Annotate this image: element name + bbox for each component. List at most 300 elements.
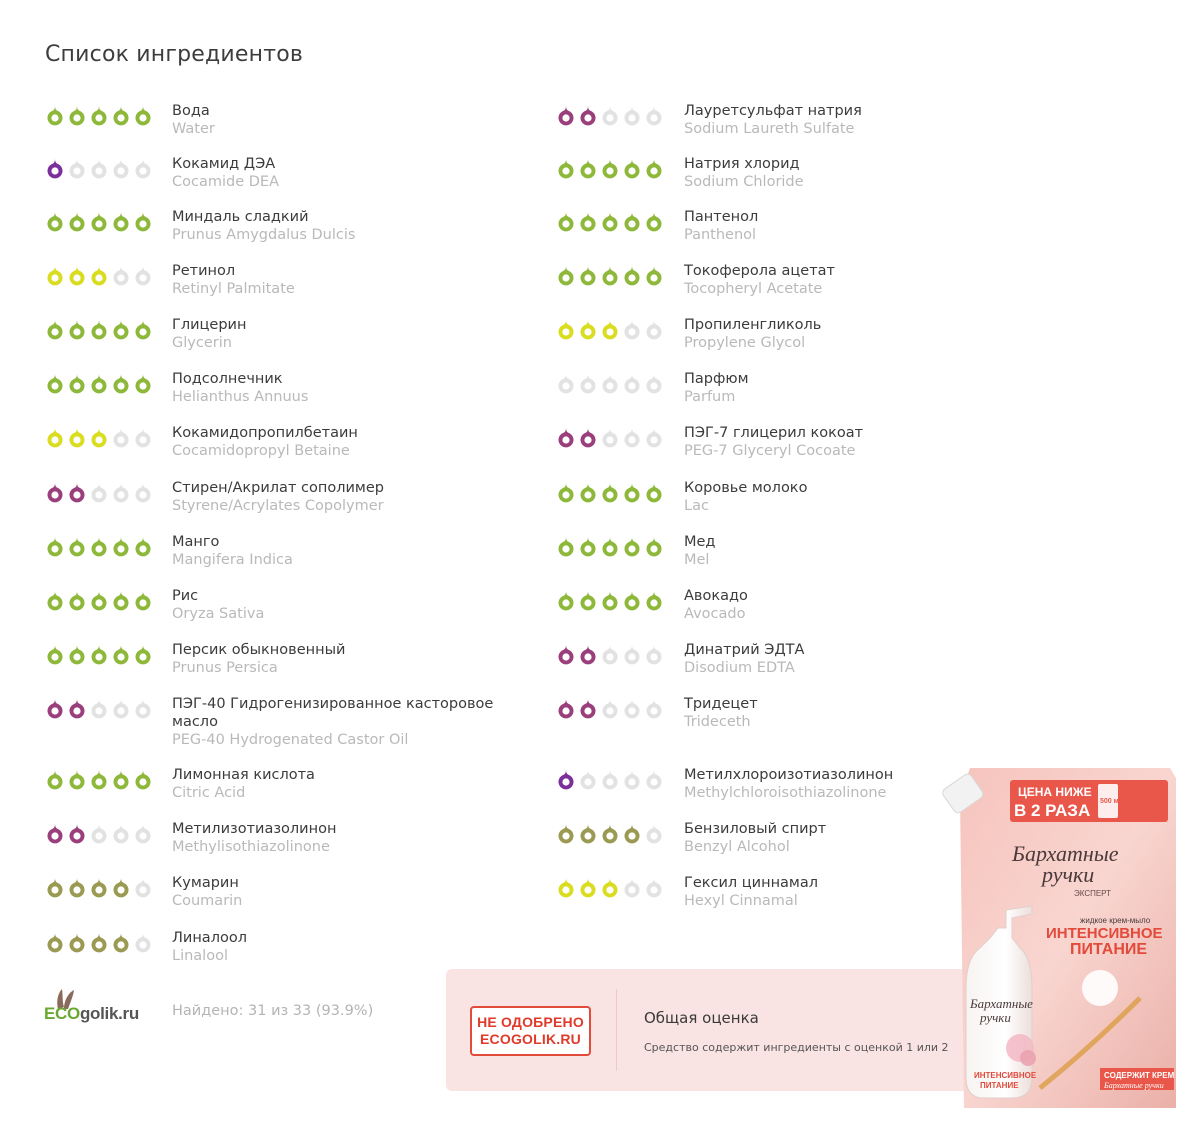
drop-icon: [89, 104, 109, 126]
drop-icon: [67, 157, 87, 179]
ingredient-name-en: Mel: [684, 552, 710, 568]
ingredient-name-en: Methylchloroisothiazolinone: [684, 785, 887, 801]
drop-icon: [578, 426, 598, 448]
drop-icon: [600, 157, 620, 179]
drop-icon: [622, 822, 642, 844]
drop-icon: [600, 318, 620, 340]
stamp-line-1: НЕ ОДОБРЕНО: [477, 1014, 584, 1030]
ingredient-rating: [556, 157, 664, 179]
drop-icon: [622, 697, 642, 719]
drop-icon: [133, 876, 153, 898]
ingredient-rating: [556, 318, 664, 340]
ingredient-names: [172, 533, 532, 570]
drop-icon: [89, 535, 109, 557]
drop-icon: [111, 768, 131, 790]
ingredient-names: [172, 102, 532, 139]
drop-icon: [644, 104, 664, 126]
drop-icon: [556, 697, 576, 719]
drop-icon: [600, 210, 620, 232]
drop-icon: [45, 931, 65, 953]
drop-icon: [45, 481, 65, 503]
drop-icon: [578, 643, 598, 665]
ingredient-name-ru: Токоферола ацетат: [684, 263, 835, 279]
ingredient-name-en: Helianthus Annuus: [172, 389, 309, 405]
drop-icon: [67, 372, 87, 394]
drop-icon: [600, 643, 620, 665]
ingredient-name-en: Coumarin: [172, 893, 243, 909]
drop-icon: [133, 822, 153, 844]
drop-icon: [89, 426, 109, 448]
drop-icon: [67, 931, 87, 953]
ingredient-rating: [45, 264, 153, 286]
drop-icon: [578, 372, 598, 394]
ingredient-name-en: PEG-40 Hydrogenated Castor Oil: [172, 732, 409, 748]
badge-line-1: ЦЕНА НИЖЕ: [1018, 785, 1092, 799]
ingredient-rating: [45, 876, 153, 898]
ingredient-name-ru: Миндаль сладкий: [172, 209, 309, 225]
cream-drop-icon: [1082, 970, 1118, 1006]
ingredient-names: [172, 262, 532, 299]
ingredient-name-ru: Глицерин: [172, 317, 247, 333]
drop-icon: [67, 535, 87, 557]
drop-icon: [45, 643, 65, 665]
verdict-description: Средство содержит ингредиенты с оценкой 1 или 2: [644, 1041, 949, 1054]
drop-icon: [644, 210, 664, 232]
ingredient-name-en: Retinyl Palmitate: [172, 281, 295, 297]
drop-icon: [45, 876, 65, 898]
ingredient-name-en: Mangifera Indica: [172, 552, 293, 568]
drop-icon: [600, 481, 620, 503]
ingredient-names: [172, 820, 532, 857]
ingredient-names: [172, 479, 532, 516]
drop-icon: [89, 318, 109, 340]
drop-icon: [556, 372, 576, 394]
ingredient-names: [172, 424, 532, 461]
drop-icon: [89, 481, 109, 503]
volume-text: 500 мл: [1100, 798, 1124, 805]
ingredient-name-ru: Линалоол: [172, 930, 247, 946]
brand-line-1: Бархатные: [1012, 841, 1119, 866]
ingredient-names: [172, 587, 532, 624]
drop-icon: [111, 822, 131, 844]
drop-icon: [89, 697, 109, 719]
ingredient-name-en: Prunus Persica: [172, 660, 278, 676]
ingredient-name-ru: Стирен/Акрилат сополимер: [172, 480, 384, 496]
ingredient-rating: [45, 697, 153, 719]
drop-icon: [111, 264, 131, 286]
ingredient-rating: [45, 535, 153, 557]
drop-icon: [111, 697, 131, 719]
drop-icon: [600, 697, 620, 719]
ingredient-rating: [556, 535, 664, 557]
ingredient-name-en: Linalool: [172, 948, 228, 964]
drop-icon: [556, 210, 576, 232]
drop-icon: [89, 768, 109, 790]
ingredient-names: [172, 929, 532, 966]
brand-line-2: ручки: [1042, 862, 1095, 887]
ingredient-rating: [556, 876, 664, 898]
ingredient-rating: [556, 643, 664, 665]
ingredient-name-en: Parfum: [684, 389, 736, 405]
drop-icon: [67, 318, 87, 340]
ingredient-name-ru: Бензиловый спирт: [684, 821, 827, 837]
drop-icon: [89, 931, 109, 953]
ingredient-name-ru: Лимонная кислота: [172, 767, 315, 783]
drop-icon: [644, 876, 664, 898]
drop-icon: [133, 481, 153, 503]
drop-icon: [578, 822, 598, 844]
verdict-title: Общая оценка: [644, 1009, 759, 1027]
ingredient-rating: [556, 481, 664, 503]
drop-icon: [556, 589, 576, 611]
ingredient-names: [684, 641, 1044, 678]
drop-icon: [622, 372, 642, 394]
ingredient-names: [684, 533, 1044, 570]
drop-icon: [67, 481, 87, 503]
ingredient-name-ru: Динатрий ЭДТА: [684, 642, 805, 658]
ingredient-names: [172, 155, 532, 192]
drop-icon: [578, 589, 598, 611]
ingredient-name-en: Cocamide DEA: [172, 174, 279, 190]
drop-icon: [133, 426, 153, 448]
drop-icon: [133, 697, 153, 719]
ingredient-name-en: Sodium Laureth Sulfate: [684, 121, 855, 137]
ingredient-names: [684, 316, 1044, 353]
ingredient-name-ru: Тридецет: [684, 696, 758, 712]
ingredient-name-ru: Ретинол: [172, 263, 236, 279]
drop-icon: [133, 931, 153, 953]
ingredient-name-ru: ПЭГ-7 глицерил кокоат: [684, 425, 864, 441]
drop-icon: [67, 876, 87, 898]
drop-icon: [644, 157, 664, 179]
drop-icon: [600, 876, 620, 898]
ingredient-names: [684, 208, 1044, 245]
ingredient-name-en: Prunus Amygdalus Dulcis: [172, 227, 356, 243]
drop-icon: [67, 210, 87, 232]
drop-icon: [556, 876, 576, 898]
ingredient-name-ru: Пропиленгликоль: [684, 317, 822, 333]
ingredient-names: [172, 766, 532, 803]
drop-icon: [622, 481, 642, 503]
drop-icon: [111, 643, 131, 665]
drop-icon: [133, 768, 153, 790]
ingredient-name-en: Hexyl Cinnamal: [684, 893, 798, 909]
drop-icon: [578, 264, 598, 286]
ingredient-name-ru: Персик обыкновенный: [172, 642, 346, 658]
ingredient-names: [684, 102, 1044, 139]
drop-icon: [67, 697, 87, 719]
drop-icon: [45, 589, 65, 611]
ingredient-rating: [556, 426, 664, 448]
drop-icon: [67, 589, 87, 611]
drop-icon: [45, 822, 65, 844]
drop-icon: [133, 535, 153, 557]
ingredient-names: [684, 479, 1044, 516]
drop-icon: [133, 104, 153, 126]
drop-icon: [111, 876, 131, 898]
drop-icon: [133, 589, 153, 611]
drop-icon: [133, 264, 153, 286]
ingredient-name-en: Citric Acid: [172, 785, 246, 801]
drop-icon: [111, 210, 131, 232]
drop-icon: [45, 426, 65, 448]
ingredient-rating: [45, 210, 153, 232]
drop-icon: [67, 426, 87, 448]
drop-icon: [644, 768, 664, 790]
drop-icon: [622, 643, 642, 665]
ingredient-rating: [556, 822, 664, 844]
ingredient-rating: [556, 589, 664, 611]
ingredient-name-en: Avocado: [684, 606, 746, 622]
drop-icon: [600, 104, 620, 126]
ingredient-name-ru: Натрия хлорид: [684, 156, 800, 172]
ingredient-name-en: Benzyl Alcohol: [684, 839, 790, 855]
ingredient-name-ru: Подсолнечник: [172, 371, 283, 387]
drop-icon: [111, 372, 131, 394]
drop-icon: [644, 264, 664, 286]
ingredient-names: [172, 874, 532, 911]
drop-icon: [45, 372, 65, 394]
drop-icon: [556, 481, 576, 503]
drop-icon: [600, 589, 620, 611]
drop-icon: [45, 768, 65, 790]
bottle-variant-line-1: ИНТЕНСИВНОЕ: [974, 1071, 1037, 1080]
ingredient-rating: [45, 481, 153, 503]
divider: [616, 989, 617, 1071]
drop-icon: [578, 768, 598, 790]
drop-icon: [556, 157, 576, 179]
drop-icon: [89, 372, 109, 394]
drop-icon: [556, 768, 576, 790]
drop-icon: [89, 210, 109, 232]
drop-icon: [111, 589, 131, 611]
drop-icon: [578, 535, 598, 557]
drop-icon: [578, 104, 598, 126]
ingredient-name-en: Sodium Chloride: [684, 174, 804, 190]
ingredient-rating: [556, 768, 664, 790]
expert-label: ЭКСПЕРТ: [1074, 889, 1112, 898]
ingredient-name-ru: Манго: [172, 534, 220, 550]
drop-icon: [45, 264, 65, 286]
drop-icon: [67, 822, 87, 844]
drop-icon: [600, 372, 620, 394]
ingredient-name-en: Panthenol: [684, 227, 757, 243]
ingredient-name-en: Methylisothiazolinone: [172, 839, 330, 855]
drop-icon: [578, 157, 598, 179]
ingredient-name-ru: Метилизотиазолинон: [172, 821, 337, 837]
drop-icon: [556, 318, 576, 340]
ingredient-names: [172, 641, 532, 678]
drop-icon: [622, 318, 642, 340]
drop-icon: [600, 822, 620, 844]
ingredient-rating: [556, 210, 664, 232]
ingredient-name-en: Lac: [684, 498, 709, 514]
ingredient-rating: [45, 931, 153, 953]
drop-icon: [45, 697, 65, 719]
drop-icon: [111, 104, 131, 126]
ingredient-name-ru: Лауретсульфат натрия: [684, 103, 862, 119]
bottle-brand-line-2: ручки: [980, 1010, 1011, 1025]
ingredient-name-en: Tocopheryl Acetate: [684, 281, 823, 297]
drop-icon: [556, 822, 576, 844]
logo-text: ECOgolik.ru: [44, 1004, 139, 1023]
variant-line-1: ИНТЕНСИВНОЕ: [1046, 925, 1163, 942]
page-title: Список ингредиентов: [45, 42, 304, 67]
drop-icon: [67, 768, 87, 790]
drop-icon: [644, 535, 664, 557]
drop-icon: [89, 876, 109, 898]
drop-icon: [644, 822, 664, 844]
drop-icon: [89, 643, 109, 665]
drop-icon: [133, 318, 153, 340]
ingredient-name-en: Cocamidopropyl Betaine: [172, 443, 350, 459]
ingredient-rating: [45, 589, 153, 611]
drop-icon: [644, 643, 664, 665]
ingredient-name-en: Propylene Glycol: [684, 335, 806, 351]
drop-icon: [600, 535, 620, 557]
ingredient-name-en: Styrene/Acrylates Copolymer: [172, 498, 384, 514]
ingredient-rating: [556, 372, 664, 394]
ingredient-name-ru: Авокадо: [684, 588, 748, 604]
product-image: [940, 758, 1180, 1120]
ingredient-names: [684, 370, 1044, 407]
ingredient-name-ru: Мед: [684, 534, 716, 550]
ingredient-rating: [556, 264, 664, 286]
drop-icon: [67, 643, 87, 665]
drop-icon: [111, 931, 131, 953]
drop-icon: [133, 210, 153, 232]
drop-icon: [600, 426, 620, 448]
drop-icon: [556, 535, 576, 557]
drop-icon: [622, 104, 642, 126]
ingredient-name-en: Oryza Sativa: [172, 606, 265, 622]
drop-icon: [556, 104, 576, 126]
ecogolik-logo[interactable]: [44, 987, 154, 1033]
ingredient-names: [172, 208, 532, 245]
drop-icon: [111, 157, 131, 179]
drop-icon: [622, 426, 642, 448]
drop-icon: [133, 157, 153, 179]
drop-icon: [578, 318, 598, 340]
side-label-line-1: СОДЕРЖИТ КРЕМ: [1104, 1071, 1175, 1080]
drop-icon: [556, 426, 576, 448]
drop-icon: [89, 589, 109, 611]
ingredient-rating: [45, 104, 153, 126]
drop-icon: [578, 876, 598, 898]
ingredient-names: [684, 424, 1044, 461]
variant-line-2: ПИТАНИЕ: [1070, 941, 1148, 958]
drop-icon: [622, 589, 642, 611]
drop-icon: [133, 372, 153, 394]
ingredient-rating: [556, 104, 664, 126]
drop-icon: [622, 535, 642, 557]
ingredient-names: [172, 370, 532, 407]
ingredient-names: [684, 155, 1044, 192]
drop-icon: [600, 264, 620, 286]
verdict-panel: [446, 969, 986, 1091]
drop-icon: [644, 481, 664, 503]
drop-icon: [133, 643, 153, 665]
drop-icon: [89, 264, 109, 286]
stamp-line-2: ECOGOLIK.RU: [480, 1031, 581, 1047]
ingredient-names: [684, 262, 1044, 299]
found-count: Найдено: 31 из 33 (93.9%): [172, 1003, 374, 1019]
drop-icon: [622, 264, 642, 286]
ingredient-name-ru: ПЭГ-40 Гидрогенизированное касторовое масло: [172, 696, 494, 730]
ingredient-name-en: Trideceth: [684, 714, 751, 730]
ingredient-rating: [45, 643, 153, 665]
ingredient-name-ru: Кумарин: [172, 875, 239, 891]
ingredient-name-ru: Гексил циннамал: [684, 875, 819, 891]
drop-icon: [111, 481, 131, 503]
ingredient-names: [172, 695, 532, 750]
bottle-variant-line-2: ПИТАНИЕ: [980, 1081, 1019, 1090]
ingredient-name-ru: Вода: [172, 103, 210, 119]
drop-icon: [622, 768, 642, 790]
ingredient-name-en: PEG-7 Glyceryl Cocoate: [684, 443, 856, 459]
ingredient-rating: [45, 822, 153, 844]
ingredient-name-en: Glycerin: [172, 335, 232, 351]
ingredient-names: [684, 587, 1044, 624]
drop-icon: [111, 535, 131, 557]
ingredient-rating: [45, 426, 153, 448]
ingredient-rating: [556, 697, 664, 719]
ingredient-rating: [45, 157, 153, 179]
drop-icon: [67, 264, 87, 286]
ingredient-rating: [45, 372, 153, 394]
drop-icon: [600, 768, 620, 790]
drop-icon: [67, 104, 87, 126]
drop-icon: [644, 426, 664, 448]
drop-icon: [644, 697, 664, 719]
drop-icon: [622, 876, 642, 898]
ingredient-name-en: Disodium EDTA: [684, 660, 795, 676]
drop-icon: [622, 210, 642, 232]
ingredient-name-ru: Метилхлороизотиазолинон: [684, 767, 894, 783]
drop-icon: [644, 318, 664, 340]
product-type: жидкое крем-мыло: [1080, 916, 1151, 925]
ingredient-names: [684, 695, 1044, 732]
drop-icon: [45, 157, 65, 179]
drop-icon: [578, 481, 598, 503]
drop-icon: [111, 426, 131, 448]
drop-icon: [644, 589, 664, 611]
drop-icon: [622, 157, 642, 179]
ingredient-names: [172, 316, 532, 353]
drop-icon: [45, 210, 65, 232]
drop-icon: [89, 157, 109, 179]
badge-line-2: В 2 РАЗА: [1014, 801, 1091, 820]
side-label-line-2: Бархатные ручки: [1104, 1081, 1164, 1090]
drop-icon: [45, 104, 65, 126]
drop-icon: [644, 372, 664, 394]
ingredient-name-ru: Парфюм: [684, 371, 749, 387]
drop-icon: [556, 643, 576, 665]
ingredient-name-ru: Кокамид ДЭА: [172, 156, 276, 172]
drop-icon: [578, 210, 598, 232]
ingredient-rating: [45, 318, 153, 340]
drop-icon: [111, 318, 131, 340]
drop-icon: [45, 318, 65, 340]
ingredient-name-ru: Коровье молоко: [684, 480, 808, 496]
drop-icon: [578, 697, 598, 719]
not-approved-stamp: [470, 1006, 591, 1056]
ingredient-name-ru: Пантенол: [684, 209, 759, 225]
ingredient-rating: [45, 768, 153, 790]
drop-icon: [45, 535, 65, 557]
bottle-brand-line-1: Бархатные: [970, 996, 1033, 1011]
drop-icon: [89, 822, 109, 844]
